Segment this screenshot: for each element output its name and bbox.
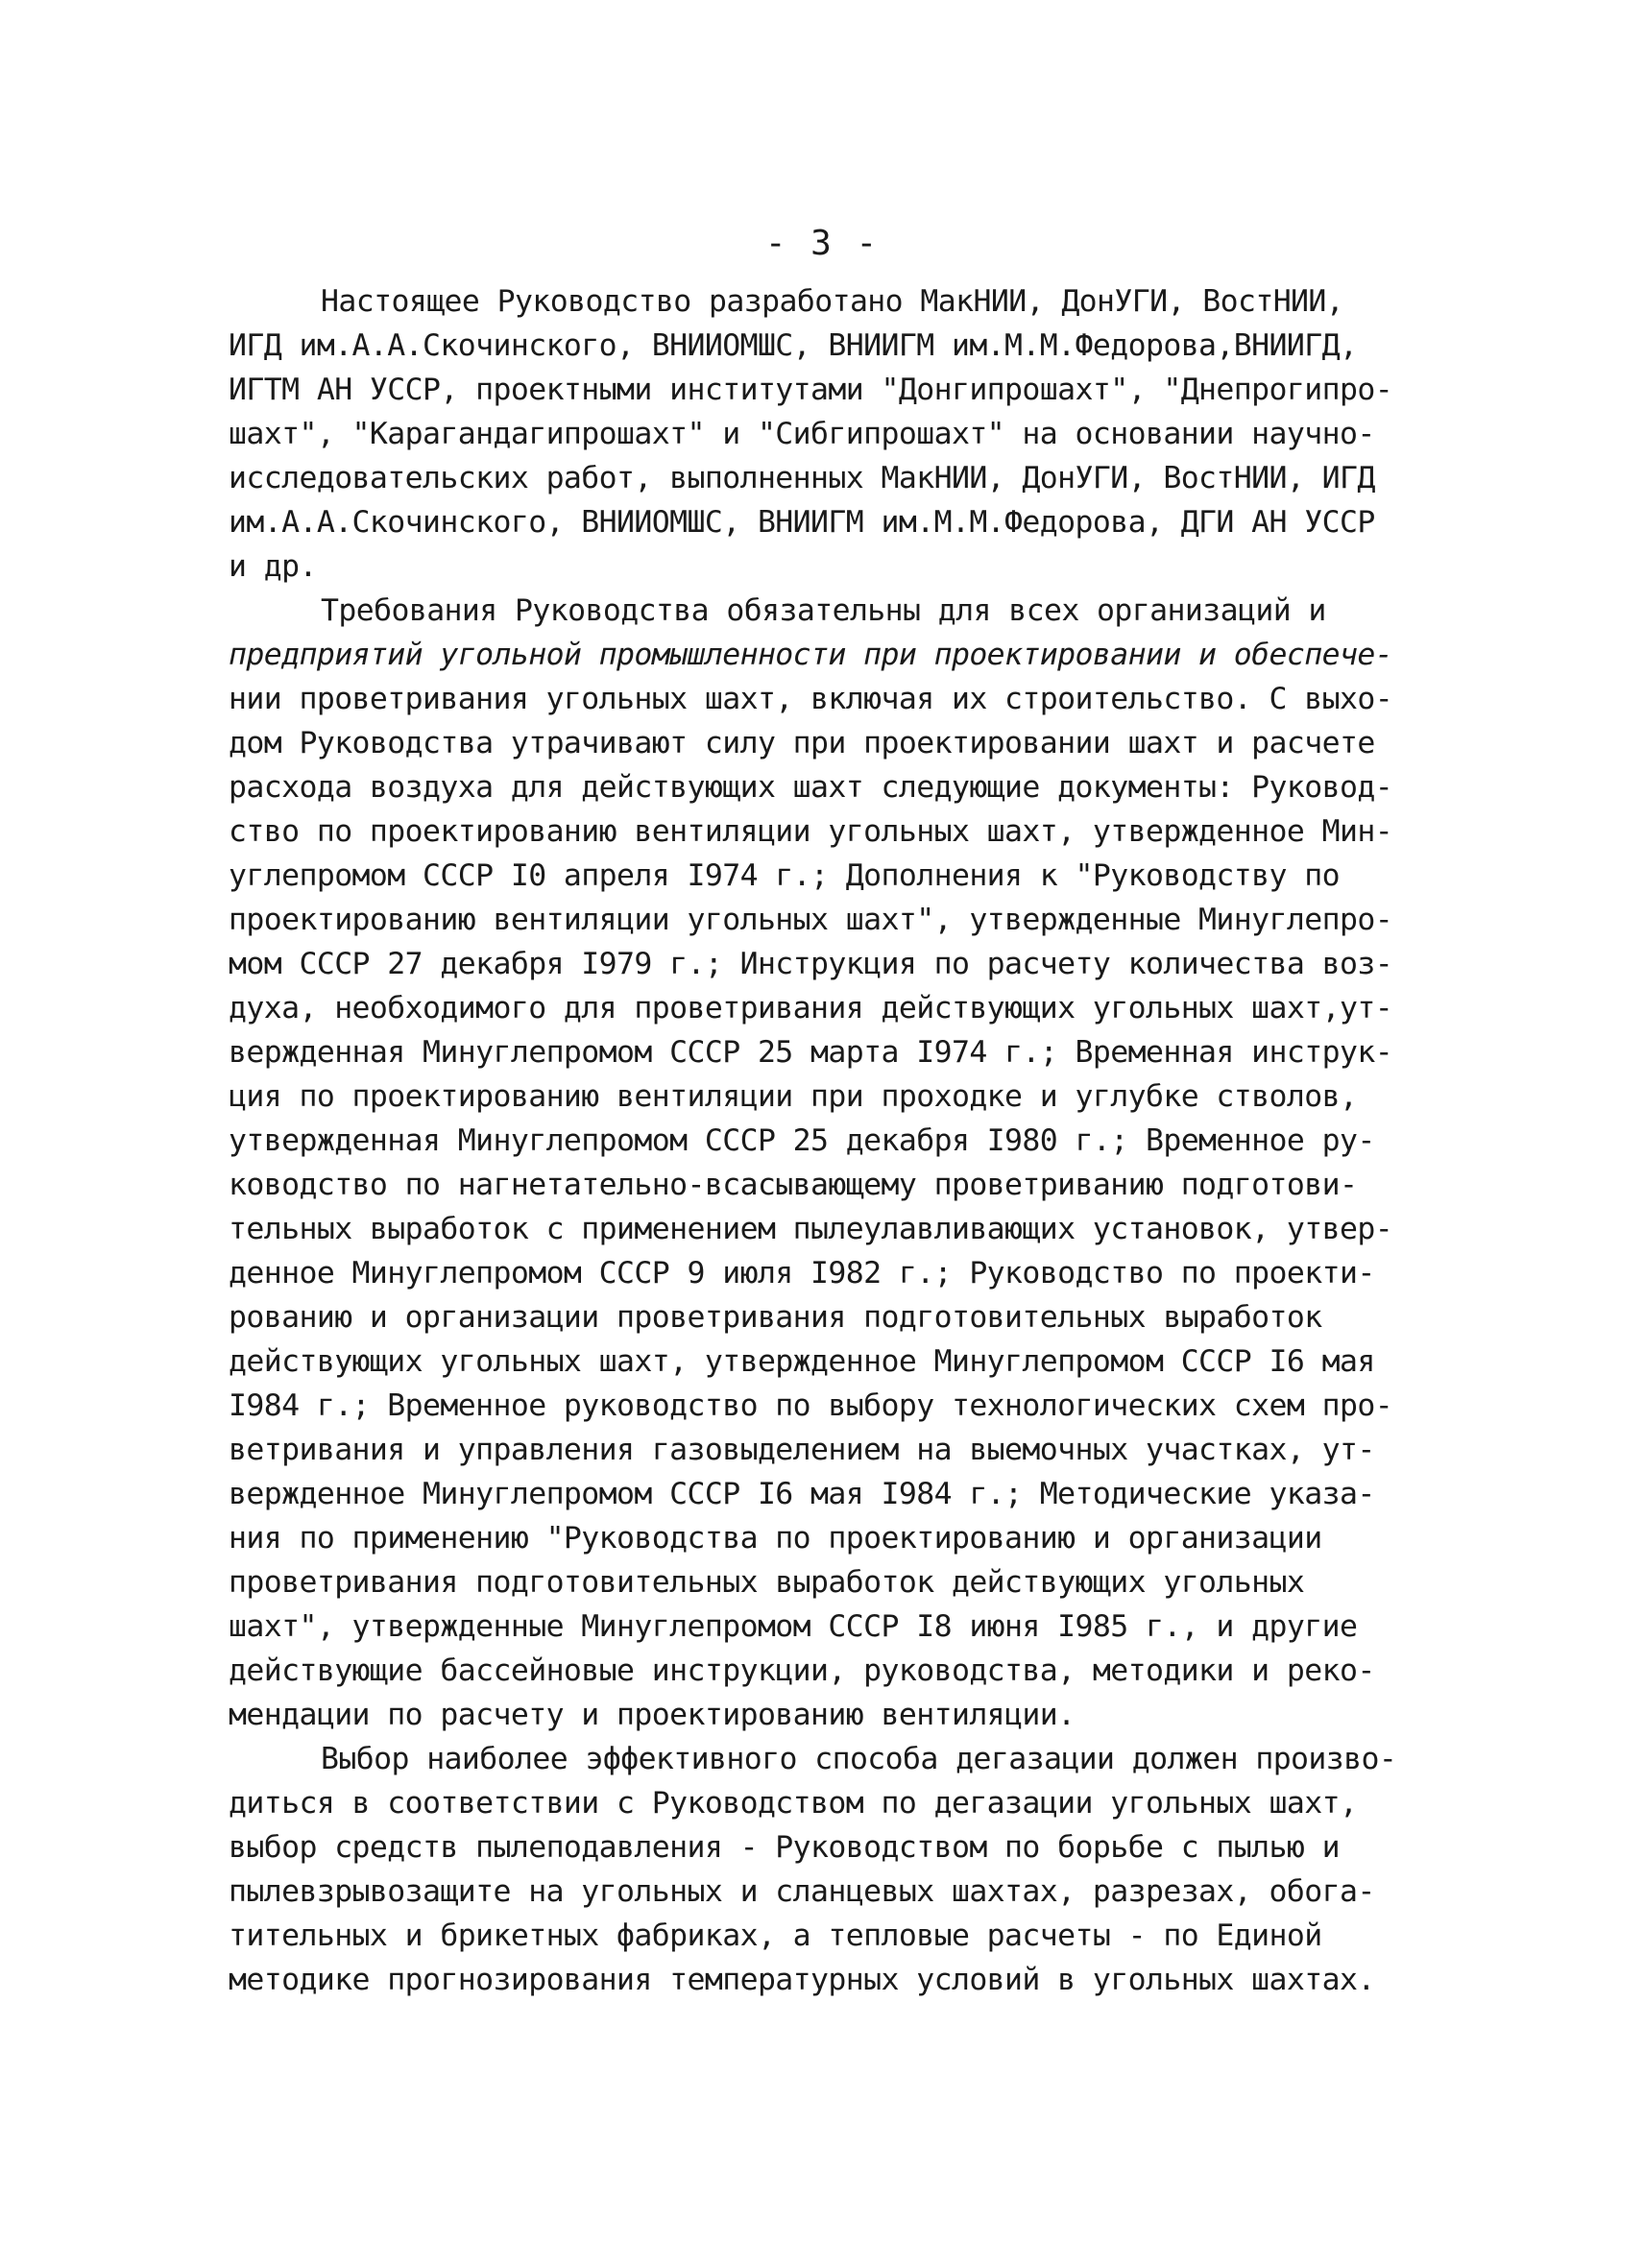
text-line: рованию и организации проветривания подготовительных выработок [229, 1300, 1322, 1335]
text-line: диться в соответствии с Руководством по дегазации угольных шахт, [229, 1786, 1358, 1821]
text-line: проветривания подготовительных выработок действующих угольных [229, 1565, 1305, 1600]
paragraph-requirements [229, 589, 1458, 1737]
paragraph-authors [229, 279, 1458, 589]
text-line: утвержденная Минуглепромом СССР 25 декабря I980 г.; Временное ру- [229, 1123, 1375, 1158]
text-line: действующих угольных шахт, утвержденное Минуглепромом СССР I6 мая [229, 1344, 1375, 1379]
text-line: мендации по расчету и проектированию вентиляции. [229, 1698, 1076, 1732]
text-line: расхода воздуха для действующих шахт следующие документы: Руковод- [229, 770, 1393, 805]
text-line: шахт", "Карагандагипрошахт" и "Сибгипрошахт" на основании научно- [229, 417, 1375, 451]
text-line: ция по проектированию вентиляции при проходке и углубке стволов, [229, 1079, 1358, 1114]
text-line: Выбор наиболее эффективного способа дегазации должен произво- [321, 1742, 1397, 1776]
text-line: действующие бассейновые инструкции, руководства, методики и реко- [229, 1653, 1375, 1688]
text-line: Настоящее Руководство разработано МакНИИ, ДонУГИ, ВостНИИ, [321, 284, 1344, 319]
text-line: ство по проектированию вентиляции угольных шахт, утвержденное Мин- [229, 814, 1393, 849]
body-text [229, 279, 1458, 2002]
text-line: ния по применению "Руководства по проектированию и организации [229, 1521, 1322, 1556]
text-line: тельных выработок с применением пылеулавливающих установок, утвер- [229, 1212, 1393, 1246]
text-line: ководство по нагнетательно-всасывающему проветриванию подготови- [229, 1168, 1358, 1202]
text-line: методике прогнозирования температурных условий в угольных шахтах. [229, 1963, 1375, 1997]
text-line: ИГТМ АН УССР, проектными институтами "Донгипрошахт", "Днепрогипро- [229, 373, 1393, 407]
text-line: и др. [229, 549, 317, 584]
text-line: проектированию вентиляции угольных шахт", утвержденные Минуглепро- [229, 903, 1393, 937]
page-number: - 3 - [764, 224, 880, 263]
text-line: Требования Руководства обязательны для всех организаций и [321, 593, 1326, 628]
text-line: исследовательских работ, выполненных МакНИИ, ДонУГИ, ВостНИИ, ИГД [229, 461, 1375, 495]
text-line: духа, необходимого для проветривания действующих угольных шахт,ут- [229, 991, 1393, 1025]
text-line: вержденное Минуглепромом СССР I6 мая I984 г.; Методические указа- [229, 1477, 1375, 1511]
text-line: ИГД им.А.А.Скочинского, ВНИИОМШС, ВНИИГМ им.М.М.Федорова,ВНИИГД, [229, 328, 1358, 363]
text-line: дом Руководства утрачивают силу при проектировании шахт и расчете [229, 726, 1375, 760]
text-line: предприятий угольной промышленности при проектировании и обеспече- [229, 638, 1393, 672]
text-line: им.А.А.Скочинского, ВНИИОМШС, ВНИИГМ им.М.М.Федорова, ДГИ АН УССР [229, 505, 1375, 540]
text-line: нии проветривания угольных шахт, включая их строительство. С выхо- [229, 682, 1393, 716]
text-line: выбор средств пылеподавления - Руководством по борьбе с пылью и [229, 1830, 1340, 1865]
text-line: пылевзрывозащите на угольных и сланцевых шахтах, разрезах, обога- [229, 1874, 1375, 1909]
text-line: ветривания и управления газовыделением на выемочных участках, ут- [229, 1433, 1375, 1467]
text-line: тительных и брикетных фабриках, а тепловые расчеты - по Единой [229, 1918, 1322, 1953]
paragraph-degassing [229, 1737, 1458, 2002]
text-line: I984 г.; Временное руководство по выбору технологических схем про- [229, 1388, 1393, 1423]
text-line: мом СССР 27 декабря I979 г.; Инструкция по расчету количества воз- [229, 947, 1393, 981]
text-line: денное Минуглепромом СССР 9 июля I982 г.; Руководство по проекти- [229, 1256, 1375, 1291]
text-line: вержденная Минуглепромом СССР 25 марта I974 г.; Временная инструк- [229, 1035, 1393, 1070]
text-line: углепромом СССР I0 апреля I974 г.; Дополнения к "Руководству по [229, 858, 1340, 893]
text-line: шахт", утвержденные Минуглепромом СССР I8 июня I985 г., и другие [229, 1609, 1358, 1644]
